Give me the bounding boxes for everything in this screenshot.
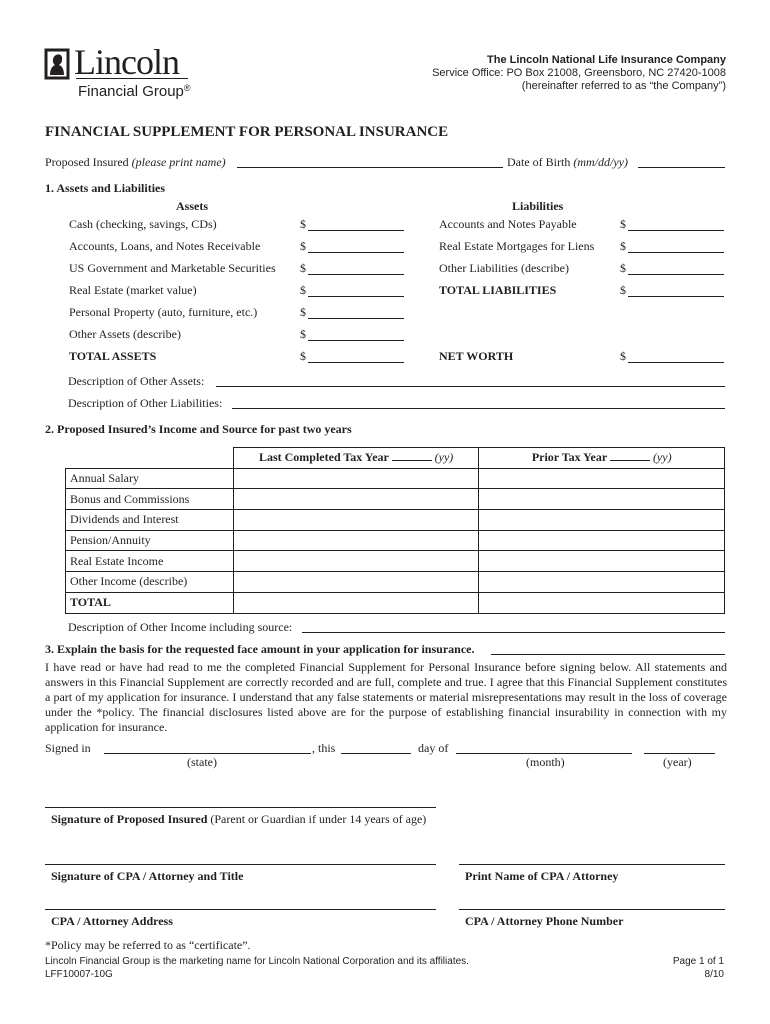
company-name: The Lincoln National Life Insurance Company [487,54,726,66]
asset-label: Real Estate (market value) [69,283,197,297]
net-worth-label: NET WORTH [439,349,514,363]
dollar-sign: $ [300,349,306,363]
proposed-insured-row [45,155,226,170]
table-row [66,468,725,489]
dob-hint: (mm/dd/yy) [573,155,628,169]
proposed-insured-hint: (please print name) [131,155,226,169]
desc-other-assets-field[interactable] [216,386,725,387]
statement-paragraph: I have read or have had read to me the completed Financial Supplement for Personal Insurance before signing below. All statements and answers in this Financial Supplement are correctly recorded and are full, complete and true. I agree that this Financial Supplement constitutes a part of my application for insurance. I understand that any false statements or material misrepresentations may result in the loss of coverage under the *policy. The financial disclosures listed above are for the purpose of establishing financial insurability in connection with my application for insurance. [45,660,727,734]
signed-day-field[interactable] [341,753,411,754]
income-row-label: Bonus and Commissions [66,489,234,510]
income-header-blank [66,448,234,469]
liabilities-heading: Liabilities [512,199,564,213]
cpa-phone-label: CPA / Attorney Phone Number [465,914,624,928]
asset-label: Other Assets (describe) [69,327,181,341]
income-row-label: Annual Salary [66,468,234,489]
asset-amount-field[interactable] [308,274,404,275]
income-cell[interactable] [233,551,479,572]
dollar-sign: $ [300,327,306,341]
income-cell[interactable] [233,572,479,593]
income-cell[interactable] [233,530,479,551]
income-cell[interactable] [479,510,725,531]
year-caption: (year) [663,755,692,769]
dollar-sign: $ [300,239,306,253]
income-cell[interactable] [233,489,479,510]
table-row [66,489,725,510]
proposed-insured-field[interactable] [237,167,503,168]
signed-in-label: Signed in [45,741,91,755]
dollar-sign: $ [620,239,626,253]
income-cell[interactable] [479,468,725,489]
policy-footnote: *Policy may be referred to as “certificate”. [45,938,251,952]
table-row [66,551,725,572]
net-worth-field[interactable] [628,362,724,363]
dollar-sign: $ [300,217,306,231]
section2-heading: 2. Proposed Insured’s Income and Source for past two years [45,422,352,436]
dob-field[interactable] [638,167,725,168]
liability-amount-field[interactable] [628,274,724,275]
income-col-prior-year: Prior Tax Year (yy) [479,448,725,469]
section3-heading: 3. Explain the basis for the requested face amount in your application for insurance. [45,642,475,656]
income-cell[interactable] [233,510,479,531]
footer-marketing: Lincoln Financial Group is the marketing name for Lincoln National Corporation and its affiliates. [45,956,469,967]
liability-amount-field[interactable] [628,252,724,253]
signed-year-field[interactable] [644,753,715,754]
dob-row [507,155,628,170]
asset-amount-field[interactable] [308,230,404,231]
company-referred: (hereinafter referred to as “the Company”) [521,80,726,92]
signed-month-field[interactable] [456,753,632,754]
dollar-sign: $ [300,305,306,319]
cpa-print-name-field[interactable] [459,864,725,865]
assets-heading: Assets [176,199,208,213]
footer-page: Page 1 of 1 [672,956,724,967]
proposed-insured-signature-label: Signature of Proposed Insured (Parent or Guardian if under 14 years of age) [51,812,427,826]
company-address: Service Office: PO Box 21008, Greensboro, NC 27420-1008 [432,67,726,79]
asset-label: Accounts, Loans, and Notes Receivable [69,239,261,253]
section1-heading: 1. Assets and Liabilities [45,181,166,195]
income-table-header [66,448,725,469]
total-liabilities-field[interactable] [628,296,724,297]
logo-rule [76,78,188,79]
footer-form-id: LFF10007-10G [45,969,113,980]
income-cell[interactable] [479,489,725,510]
proposed-insured-signature-field[interactable] [45,807,436,808]
cpa-print-name-label: Print Name of CPA / Attorney [465,869,619,883]
lincoln-portrait-icon [44,48,70,80]
income-cell[interactable] [233,468,479,489]
table-row [66,530,725,551]
dollar-sign: $ [620,349,626,363]
footer-date: 8/10 [704,969,724,980]
total-liabilities-label: TOTAL LIABILITIES [439,283,557,297]
cpa-phone-field[interactable] [459,909,725,910]
page-title: FINANCIAL SUPPLEMENT FOR PERSONAL INSURANCE [45,124,449,140]
desc-other-liabilities-label: Description of Other Liabilities: [68,396,223,410]
desc-other-income-field[interactable] [302,632,725,633]
month-caption: (month) [526,755,565,769]
asset-amount-field[interactable] [308,318,404,319]
asset-label: Cash (checking, savings, CDs) [69,217,217,231]
desc-other-income-label: Description of Other Income including source: [68,620,293,634]
liability-amount-field[interactable] [628,230,724,231]
day-of-label: day of [418,741,449,755]
signed-state-field[interactable] [104,753,311,754]
income-cell[interactable] [479,592,725,613]
income-cell[interactable] [479,551,725,572]
liability-label: Accounts and Notes Payable [439,217,577,231]
asset-label: Personal Property (auto, furniture, etc.) [69,305,258,319]
table-row [66,572,725,593]
logo-wordmark: Lincoln [74,42,179,82]
cpa-address-field[interactable] [45,909,436,910]
dollar-sign: $ [620,217,626,231]
income-col-last-year: Last Completed Tax Year (yy) [233,448,479,469]
face-amount-basis-field[interactable] [491,654,725,655]
dollar-sign: $ [300,261,306,275]
income-row-label: Dividends and Interest [66,510,234,531]
asset-amount-field[interactable] [308,252,404,253]
dollar-sign: $ [620,261,626,275]
income-table [65,447,725,614]
income-cell[interactable] [479,572,725,593]
income-cell[interactable] [479,530,725,551]
income-row-label: Real Estate Income [66,551,234,572]
desc-other-assets-label: Description of Other Assets: [68,374,205,388]
liability-label: Real Estate Mortgages for Liens [439,239,595,253]
dollar-sign: $ [300,283,306,297]
asset-label: US Government and Marketable Securities [69,261,276,275]
income-row-label: Other Income (describe) [66,572,234,593]
this-label: , this [312,741,336,755]
income-total-label: TOTAL [66,592,234,613]
asset-amount-field[interactable] [308,340,404,341]
table-row [66,510,725,531]
total-assets-field[interactable] [308,362,404,363]
logo-subtitle: Financial Group® [78,83,191,100]
cpa-signature-field[interactable] [45,864,436,865]
cpa-signature-label: Signature of CPA / Attorney and Title [51,869,244,883]
income-row-label: Pension/Annuity [66,530,234,551]
liability-label: Other Liabilities (describe) [439,261,569,275]
desc-other-liabilities-field[interactable] [232,408,725,409]
state-caption: (state) [187,755,217,769]
total-assets-label: TOTAL ASSETS [69,349,157,363]
asset-amount-field[interactable] [308,296,404,297]
dollar-sign: $ [620,283,626,297]
dob-label: Date of Birth [507,155,571,169]
table-row [66,592,725,613]
cpa-address-label: CPA / Attorney Address [51,914,173,928]
income-cell[interactable] [233,592,479,613]
proposed-insured-label: Proposed Insured [45,155,129,169]
